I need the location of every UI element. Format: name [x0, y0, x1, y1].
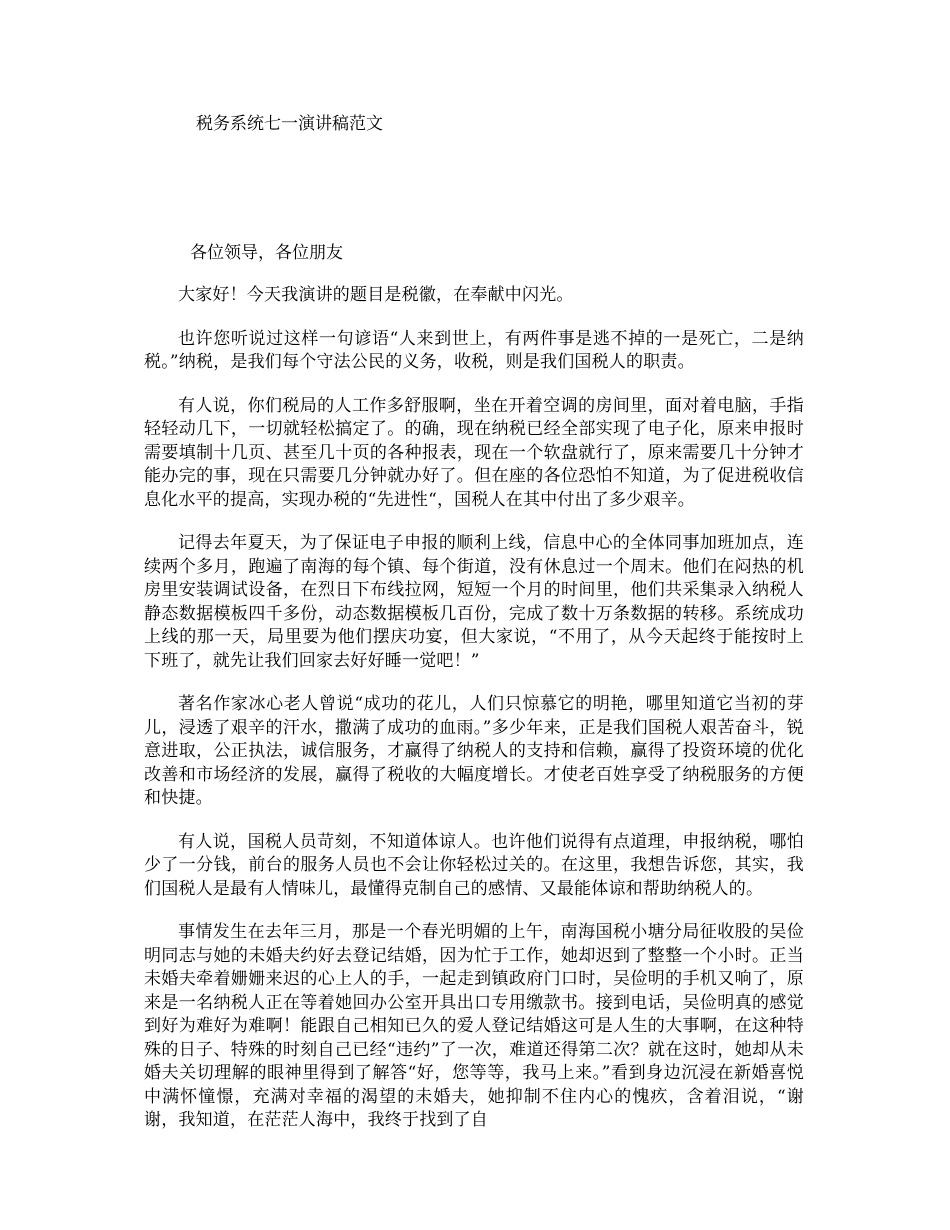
paragraph-office-work: 有人说，你们税局的人工作多舒服啊，坐在开着空调的房间里，面对着电脑，手指轻轻动几下，一切就轻松搞定了。的确，现在纳税已经全部实现了电子化，原来申报时需要填制十几页、甚至几十页的各种报表，现在一个软盘就行了，原来需要几十分钟才能办完的事，现在只需要几分钟就办好了。但在座的各位恐怕不知道，为了促进税收信息化水平的提高，实现办税的“先进性“，国税人在其中付出了多少艰辛。	[144, 395, 804, 510]
salutation: 各位领导，各位朋友	[190, 243, 343, 263]
paragraph-wedding-story: 事情发生在去年三月，那是一个春光明媚的上午，南海国税小塘分局征收股的吴俭明同志与她的未婚夫约好去登记结婚，因为忙于工作，她却迟到了整整一个小时。正当未婚夫牵着姗姗来迟的心上人的手，一起走到镇政府门口时，吴俭明的手机又响了，原来是一名纳税人正在等着她回办公室开具出口专用缴款书。接到电话，吴俭明真的感觉到好为难好为难啊！能跟自己相知已久的爱人登记结婚这可是人生的大事啊，在这种特殊的日子、特殊的时刻自己已经“违约”了一次，难道还得第二次？就在这时，她却从未婚夫关切理解的眼神里得到了解答“好，您等等，我马上来。”看到身边沉浸在新婚喜悦中满怀憧憬，充满对幸福的渴望的未婚夫，她抑制不住内心的愧疚，含着泪说，“谢谢，我知道，在茫茫人海中，我终于找到了自	[144, 922, 804, 1130]
paragraph-proverb: 也许您听说过这样一句谚语“人来到世上，有两件事是逃不掉的一是死亡，二是纳税。”纳税，是我们每个守法公民的义务，收税，则是我们国税人的职责。	[144, 328, 804, 372]
paragraph-bingxin-quote: 著名作家冰心老人曾说“成功的花儿，人们只惊慕它的明艳，哪里知道它当初的芽儿，浸透了艰辛的汗水，撒满了成功的血雨。”多少年来，正是我们国税人艰苦奋斗，锐意进取，公正执法，诚信服务，才赢得了纳税人的支持和信赖，赢得了投资环境的优化改善和市场经济的发展，赢得了税收的大幅度增长。才使老百姓享受了纳税服务的方便和快捷。	[144, 694, 804, 808]
document-body	[144, 284, 804, 1153]
paragraph-opening: 大家好！今天我演讲的题目是税徽，在奉献中闪光。	[178, 285, 574, 305]
document-title: 税务系统七一演讲稿范文	[196, 114, 383, 134]
paragraph-e-filing-launch: 记得去年夏天，为了保证电子申报的顺利上线，信息中心的全体同事加班加点，连续两个多月，跑遍了南海的每个镇、每个街道，没有休息过一个周末。他们在闷热的机房里安装调试设备，在烈日下布线拉网，短短一个月的时间里，他们共采集录入纳税人静态数据模板四千多份，动态数据模板几百份，完成了数十万条数据的转移。系统成功上线的那一天，局里要为他们摆庆功宴，但大家说，“不用了，从今天起终于能按时上下班了，就先让我们回家去好好睡一觉吧！”	[144, 533, 804, 671]
paragraph-strictness: 有人说，国税人员苛刻，不知道体谅人。也许他们说得有点道理，申报纳税，哪怕少了一分钱，前台的服务人员也不会让你轻松过关的。在这里，我想告诉您，其实，我们国税人是最有人情味儿，最懂得克制自己的感情、又最能体谅和帮助纳税人的。	[144, 831, 804, 899]
